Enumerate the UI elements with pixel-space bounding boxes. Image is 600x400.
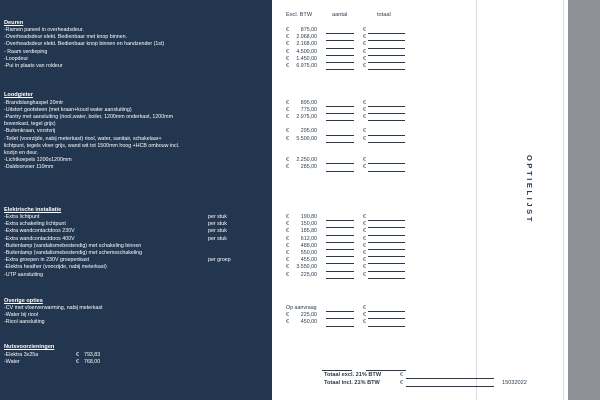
item-label: lichtpunt, tegels vloer grijs, wand wit tot 1500mm hoog +HCB ombouw incl. — [4, 142, 180, 149]
totaal-field[interactable] — [368, 106, 405, 107]
euro-sign: € — [286, 228, 289, 235]
euro-sign: € — [286, 135, 289, 142]
price-value: 2.250,00 — [296, 157, 317, 164]
item-label: -Ramen paneel in overheadsdeur. — [4, 27, 84, 33]
section-title-nutsvoorzieningen: Nutsvoorzieningen — [4, 344, 55, 350]
price-value: 6.975,00 — [296, 63, 317, 69]
euro-sign: € — [286, 27, 289, 33]
item-label: -Lichtkoepels 1200x1200mm — [4, 157, 72, 164]
euro-sign: € — [286, 106, 289, 113]
section-title-overige: Overige opties — [4, 298, 43, 304]
euro-sign: € — [286, 34, 289, 41]
euro-sign: € — [286, 264, 289, 271]
item-label: kozijn en deur. — [4, 149, 39, 156]
header-excl-btw: Excl. BTW — [286, 12, 313, 18]
euro-sign: € — [76, 359, 79, 366]
aantal-field[interactable] — [326, 171, 354, 172]
item-label: -Overheadsdeur elekt. Bedienbaar knop binnen en handzender (1st) — [4, 41, 165, 48]
totaal-field[interactable] — [368, 171, 405, 172]
euro-sign: € — [400, 380, 403, 386]
item-label: -Brandslanghaspel 20mtr — [4, 99, 64, 106]
euro-sign: € — [363, 319, 366, 326]
euro-sign: € — [363, 257, 366, 264]
price-value: 295,00 — [300, 128, 317, 135]
item-unit: per stuk — [208, 221, 227, 228]
price-value: 3.550,00 — [296, 264, 317, 271]
euro-sign: € — [286, 235, 289, 242]
euro-sign: € — [363, 221, 366, 228]
item-label: -Buitenlamp (vandalismebestendig) met schakeling binnen — [4, 242, 142, 249]
aantal-field[interactable] — [326, 271, 354, 272]
euro-sign: € — [363, 48, 366, 55]
euro-sign: € — [363, 305, 366, 311]
totaal-field[interactable] — [368, 256, 405, 257]
aantal-field[interactable] — [326, 142, 354, 143]
left-panel — [0, 0, 272, 400]
euro-sign: € — [363, 214, 366, 220]
price-value: 455,00 — [300, 257, 317, 264]
price-value: 875,00 — [300, 27, 317, 33]
euro-sign: € — [363, 113, 366, 120]
totaal-field[interactable] — [368, 62, 405, 63]
euro-sign: € — [286, 128, 289, 135]
price-value: 285,00 — [300, 164, 317, 171]
totaal-field[interactable] — [368, 135, 405, 136]
aantal-field[interactable] — [326, 69, 354, 70]
item-label: -Buitenlamp (vandalismebestendig) met schemsschakeling — [4, 250, 143, 256]
euro-sign: € — [363, 228, 366, 235]
price-value: 150,00 — [300, 221, 317, 228]
aantal-field[interactable] — [326, 227, 354, 228]
item-label: -Extra schakeling lichtpunt — [4, 221, 66, 228]
price-value: 5.500,00 — [296, 135, 317, 142]
price-value: 768,00 — [84, 359, 101, 366]
header-totaal: totaal — [377, 12, 391, 18]
euro-sign: € — [363, 55, 366, 62]
document-code: 15032022 — [502, 380, 527, 386]
totaal-field[interactable] — [368, 311, 405, 312]
aantal-field[interactable] — [326, 311, 354, 312]
totaal-field[interactable] — [368, 40, 405, 41]
total-excl-label: Totaal excl. 21% BTW — [324, 372, 382, 378]
item-label: -Extra lichtpunt — [4, 214, 40, 220]
aantal-field[interactable] — [326, 33, 354, 34]
aantal-field[interactable] — [326, 278, 354, 279]
totaal-field[interactable] — [368, 318, 405, 319]
euro-sign: € — [400, 372, 403, 378]
item-label: -UTP aansluiting — [4, 271, 44, 278]
euro-sign: € — [363, 235, 366, 242]
price-value: 4.500,00 — [296, 48, 317, 55]
price-value: 2.168,00 — [296, 41, 317, 48]
item-label: -Extra wandcontactdoos 230V — [4, 228, 75, 235]
aantal-field[interactable] — [326, 326, 354, 327]
item-label: -Daldoorvoer 110mm — [4, 164, 54, 171]
euro-sign: € — [363, 27, 366, 33]
item-label: -Loopdeur — [4, 55, 29, 62]
price-value: 488,00 — [300, 242, 317, 249]
item-label: bovenkast, tegel grijs) — [4, 121, 56, 128]
euro-sign: € — [286, 312, 289, 319]
euro-sign: € — [363, 99, 366, 106]
aantal-field[interactable] — [326, 55, 354, 56]
item-unit: per stuk — [208, 235, 227, 242]
price-value: 225,00 — [300, 312, 317, 319]
item-label: -Overheadsdeur elekt. Bedienbaar met knop binnen. — [4, 34, 128, 41]
aantal-field[interactable] — [326, 113, 354, 114]
price-value: 550,00 — [300, 250, 317, 256]
price-value: 2.975,00 — [296, 113, 317, 120]
price-text: Op aanvraag — [286, 305, 317, 311]
aantal-field[interactable] — [326, 120, 354, 121]
totaal-field[interactable] — [368, 120, 405, 121]
euro-sign: € — [363, 264, 366, 271]
item-unit: per stuk — [208, 214, 227, 220]
vertical-title: OPTIELIJST — [525, 155, 534, 224]
section-title-deuren: Deuren — [4, 20, 24, 26]
euro-sign: € — [363, 34, 366, 41]
aantal-field[interactable] — [326, 106, 354, 107]
euro-sign: € — [286, 242, 289, 249]
euro-sign: € — [286, 221, 289, 228]
price-value: 190,80 — [300, 214, 317, 220]
euro-sign: € — [286, 319, 289, 326]
aantal-field[interactable] — [326, 249, 354, 250]
totaal-field[interactable] — [368, 227, 405, 228]
item-label: -CV met vloerverwarming, nabij meterkast — [4, 305, 103, 311]
item-unit: per groep — [208, 257, 231, 264]
item-unit: per stuk — [208, 228, 227, 235]
total-incl-label: Totaal incl. 21% BTW — [324, 380, 380, 386]
totaal-field[interactable] — [368, 55, 405, 56]
totaal-field[interactable] — [368, 271, 405, 272]
euro-sign: € — [363, 271, 366, 278]
aantal-field[interactable] — [326, 40, 354, 41]
item-label: - Raam verdieping — [4, 48, 48, 55]
item-label: -Toilet (voorzijde, nabij meterkast) riool, water, sanitair, schakelaar+ — [4, 135, 162, 142]
totaal-field[interactable] — [368, 142, 405, 143]
total-incl-field[interactable] — [406, 386, 494, 387]
euro-sign: € — [286, 41, 289, 48]
euro-sign: € — [363, 135, 366, 142]
aantal-field[interactable] — [326, 318, 354, 319]
totaal-field[interactable] — [368, 33, 405, 34]
item-label: -Pantry met aansluiting (riool,water, boiler, 1200mm onderkast, 1200mm — [4, 113, 173, 120]
item-label: -Uitstort gootsteen (met kraan+koud water aansluiting) — [4, 106, 132, 113]
item-label: -Buitenkraan, vorstvrij — [4, 128, 56, 135]
euro-sign: € — [76, 352, 79, 358]
totaal-field[interactable] — [368, 69, 405, 70]
euro-sign: € — [286, 63, 289, 69]
euro-sign: € — [286, 250, 289, 256]
divider-line — [476, 0, 477, 400]
price-value: 1.450,00 — [296, 55, 317, 62]
aantal-field[interactable] — [326, 242, 354, 243]
price-value: 450,00 — [300, 319, 317, 326]
price-value: 895,00 — [300, 99, 317, 106]
price-value: 793,83 — [84, 352, 101, 358]
totaal-field[interactable] — [368, 163, 405, 164]
item-label: -Extra groepen in 230V groepenkast — [4, 257, 90, 264]
euro-sign: € — [286, 113, 289, 120]
item-label: -Riool aansluiting — [4, 319, 45, 326]
euro-sign: € — [286, 99, 289, 106]
euro-sign: € — [286, 55, 289, 62]
totals-separator[interactable] — [322, 370, 352, 371]
divider-line — [563, 0, 564, 400]
totaal-field[interactable] — [368, 220, 405, 221]
totaal-field[interactable] — [368, 326, 405, 327]
price-value: 775,00 — [300, 106, 317, 113]
totaal-field[interactable] — [368, 113, 405, 114]
price-value: 2.068,00 — [296, 34, 317, 41]
price-value: 612,00 — [300, 235, 317, 242]
euro-sign: € — [286, 257, 289, 264]
price-value: 225,00 — [300, 271, 317, 278]
aantal-field[interactable] — [326, 135, 354, 136]
euro-sign: € — [286, 271, 289, 278]
item-label: -Elektra 3x25a — [4, 352, 39, 358]
euro-sign: € — [363, 312, 366, 319]
totaal-field[interactable] — [368, 48, 405, 49]
totaal-field[interactable] — [368, 235, 405, 236]
totals-separator[interactable] — [366, 370, 406, 371]
item-label: -Water — [4, 359, 20, 366]
aantal-field[interactable] — [326, 62, 354, 63]
header-aantal: aantal — [332, 12, 348, 18]
euro-sign: € — [286, 157, 289, 164]
euro-sign: € — [363, 63, 366, 69]
total-excl-field[interactable] — [406, 378, 494, 379]
item-label: -Extra wandcontactdoos 400V — [4, 235, 75, 242]
totaal-field[interactable] — [368, 249, 405, 250]
euro-sign: € — [363, 164, 366, 171]
aantal-field[interactable] — [326, 235, 354, 236]
euro-sign: € — [363, 242, 366, 249]
euro-sign: € — [363, 250, 366, 256]
section-title-elektrische: Elektrische installatie — [4, 207, 62, 213]
euro-sign: € — [286, 48, 289, 55]
aantal-field[interactable] — [326, 163, 354, 164]
aantal-field[interactable] — [326, 48, 354, 49]
aantal-field[interactable] — [326, 256, 354, 257]
totaal-field[interactable] — [368, 263, 405, 264]
euro-sign: € — [363, 106, 366, 113]
section-title-loodgieter: Loodgieter — [4, 92, 33, 98]
euro-sign: € — [363, 157, 366, 164]
item-label: -Elektra heather (voorzijde, nabij meterkast) — [4, 264, 107, 271]
euro-sign: € — [286, 214, 289, 220]
euro-sign: € — [363, 128, 366, 135]
price-value: 185,80 — [300, 228, 317, 235]
totaal-field[interactable] — [368, 278, 405, 279]
gray-side-band — [568, 0, 600, 400]
aantal-field[interactable] — [326, 220, 354, 221]
aantal-field[interactable] — [326, 263, 354, 264]
totaal-field[interactable] — [368, 242, 405, 243]
euro-sign: € — [363, 41, 366, 48]
item-label: -Water bij riool — [4, 312, 38, 319]
euro-sign: € — [286, 164, 289, 171]
item-label: -Pui in plaats van roldeur — [4, 63, 63, 69]
